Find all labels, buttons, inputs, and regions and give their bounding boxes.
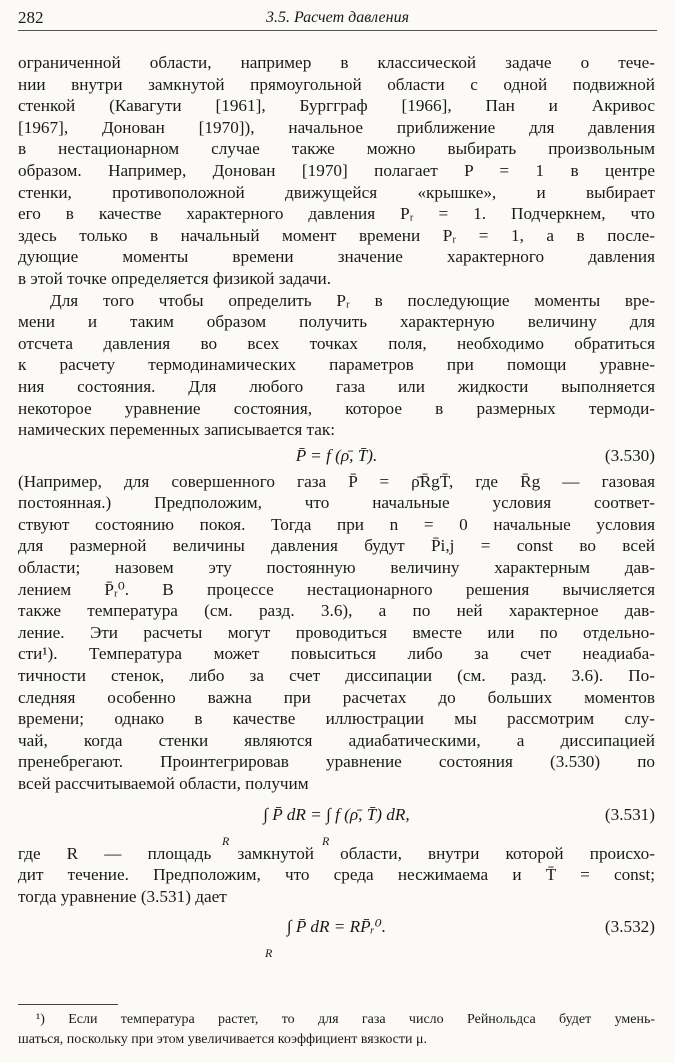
text-line: сти¹). Температура может повыситься либо за счет неадиаба- xyxy=(18,644,655,664)
text-line: всей рассчитываемой области, получим xyxy=(18,774,309,793)
equation-expression: ∫ P̄ dR = ∫ f (ρ̄, T̄) dR, xyxy=(263,804,410,824)
equation-expression: ∫ P̄ dR = RP̄ᵣ⁰. xyxy=(286,917,387,937)
text-line: постоянная.) Предположим, что начальные условия соответ- xyxy=(18,493,655,513)
text-line: намических переменных записывается так: xyxy=(18,420,335,440)
text-line: ограниченной области, например в классической задаче о тече- xyxy=(18,53,655,72)
text-line: лением P̄ᵣ⁰. В процессе нестационарного решения вычисляется xyxy=(18,579,655,599)
text-line: пренебрегают. Проинтегрировав уравнение состояния (3.530) по xyxy=(18,752,655,772)
footnote-line: шаться, поскольку при этом увеличивается коэффициент вязкости μ. xyxy=(18,1032,428,1047)
text-line: образом. Например, Донован [1970] полагает P = 1 в центре xyxy=(18,160,655,180)
text-line: к расчету термодинамических параметров при помощи уравне- xyxy=(18,355,655,375)
text-line: Для того чтобы определить Pᵣ в последующие моменты вре- xyxy=(50,290,655,310)
footnote xyxy=(18,1010,655,1050)
text-line: ление. Эти расчеты могут проводиться вместе или по отдельно- xyxy=(18,622,655,642)
text-line: в этой точке определяется физикой задачи. xyxy=(18,268,332,288)
text-line: тичности стенок, либо за счет диссипации (см. разд. 3.6). По- xyxy=(18,666,655,686)
equation-3-531 xyxy=(18,795,655,848)
equation-number: (3.530) xyxy=(604,445,655,465)
integral-subscript: R xyxy=(222,833,230,848)
paragraph-2 xyxy=(18,290,655,441)
text-line: [1967], Донован [1970]), начальное приближение для давления xyxy=(18,117,655,137)
page-header xyxy=(18,4,657,31)
text-line: для размерной величины давления будут P̄i,j = const во всей xyxy=(18,536,655,556)
paragraph-4 xyxy=(18,843,655,908)
text-line: стенки, противоположной движущейся «крышке», и выбирает xyxy=(18,182,655,202)
running-title: 3.5. Расчет давления xyxy=(265,9,410,26)
text-line: его в качестве характерного давления Pᵣ = 1. Подчеркнем, что xyxy=(18,204,655,224)
footnote-line: ¹) Если температура растет, то для газа число Рейнольдса будет умень- xyxy=(36,1012,655,1027)
text-line: здесь только в начальный момент времени Pᵣ = 1, а в после- xyxy=(18,225,655,245)
integral-subscript: R xyxy=(322,833,330,848)
integral-subscript: R xyxy=(265,946,273,961)
text-line: дит течение. Предположим, что среда несжимаема и T̄ = const; xyxy=(18,865,655,885)
page-body xyxy=(18,52,655,961)
text-line: ния состояния. Для любого газа или жидкости выполняется xyxy=(18,376,655,396)
text-line: мени и таким образом получить характерную величину для xyxy=(18,312,655,332)
text-line: области; назовем эту постоянную величину характерным дав- xyxy=(18,558,655,578)
text-line: следняя особенно важна при расчетах до больших моментов xyxy=(18,687,655,707)
text-line: отсчета давления во всех точках поля, необходимо обратиться xyxy=(18,333,655,353)
page-number: 282 xyxy=(18,8,44,27)
text-line: нии внутри замкнутой прямоугольной области с одной подвижной xyxy=(18,74,655,94)
paragraph-3 xyxy=(18,471,655,795)
equation-number: (3.532) xyxy=(604,917,655,937)
text-line: дующие моменты времени значение характерного давления xyxy=(18,247,655,267)
text-line: тогда уравнение (3.531) дает xyxy=(18,886,227,906)
text-line: где R — площадь замкнутой области, внутри которой происхо- xyxy=(18,843,655,863)
paragraph-1 xyxy=(18,52,655,290)
text-line: в нестационарном случае также можно выбирать произвольным xyxy=(18,139,655,159)
equation-expression: P̄ = f (ρ̄, T̄). xyxy=(295,445,378,465)
text-line: некоторое уравнение состояния, которое в размерных термоди- xyxy=(18,398,655,418)
footnote-separator xyxy=(18,1004,118,1005)
text-line: чай, когда стенки являются адиабатическими, а диссипацией xyxy=(18,730,655,750)
text-line: также температура (см. разд. 3.6), а по ней характерное дав- xyxy=(18,601,655,621)
text-line: (Например, для совершенного газа P̄ = ρ̄R̄gT̄, где R̄g — газовая xyxy=(18,471,655,491)
equation-3-532 xyxy=(18,907,655,961)
text-line: времени; однако в качестве иллюстрации мы рассмотрим слу- xyxy=(18,709,655,729)
equation-3-530 xyxy=(18,441,655,471)
equation-number: (3.531) xyxy=(604,804,655,824)
text-line: ствуют состоянию покоя. Тогда при n = 0 начальные условия xyxy=(18,514,655,534)
text-line: стенкой (Кавагути [1961], Бургграф [1966], Пан и Акривос xyxy=(18,96,655,116)
